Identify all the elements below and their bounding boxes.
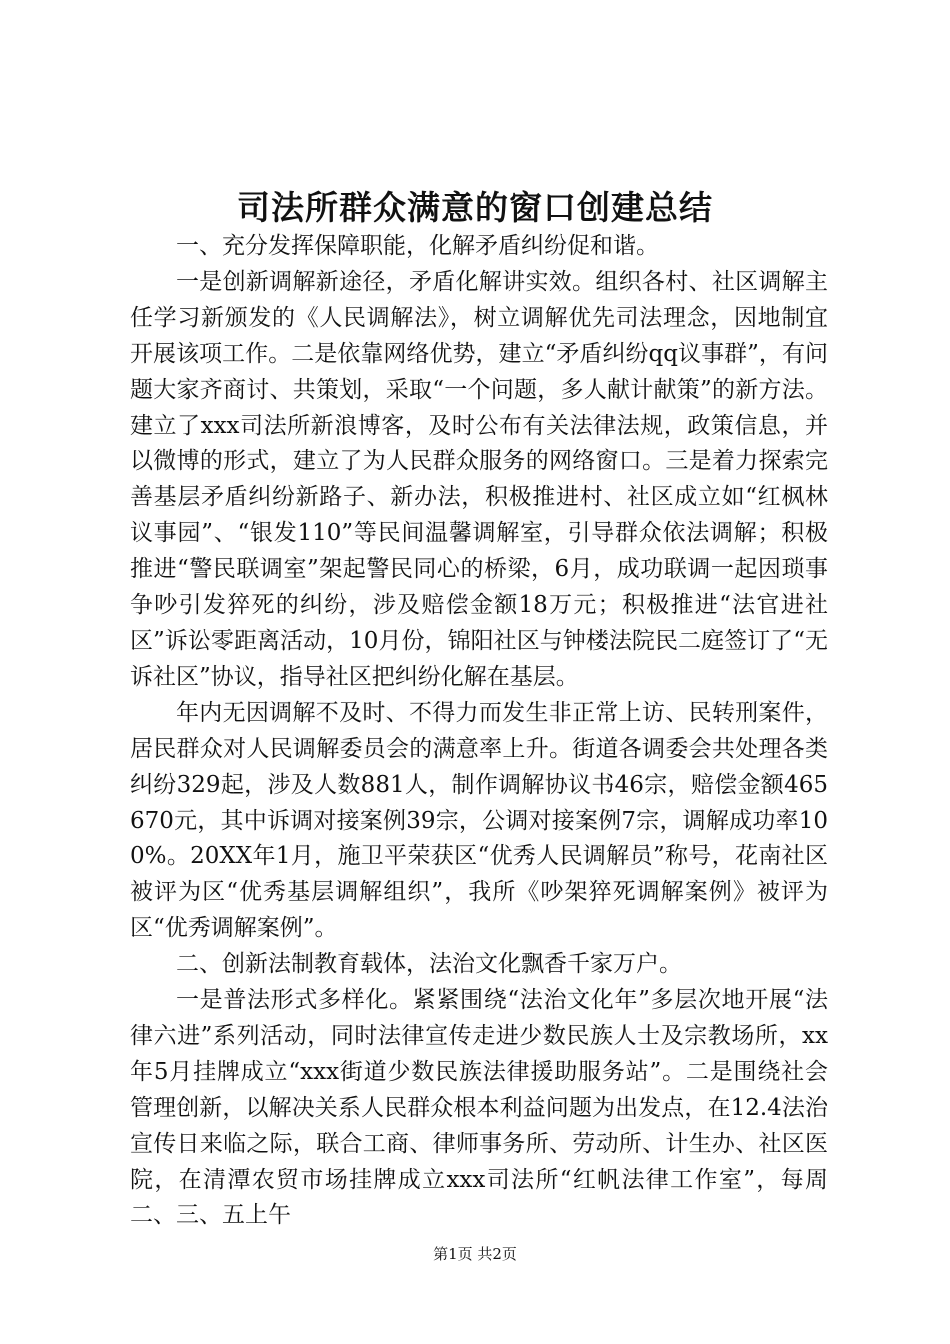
document-body bbox=[130, 229, 828, 1234]
document-title: 司法所群众满意的窗口创建总结 bbox=[237, 188, 713, 227]
section-heading-2: 二、创新法制教育载体，法治文化飘香千家万户。 bbox=[176, 951, 682, 978]
paragraph-legal-education: 一是普法形式多样化。紧紧围绕“法治文化年”多层次地开展“法律六进”系列活动，同时法律宣传走进少数民族人士及宗教场所，xx年5月挂牌成立“xxx街道少数民族法律援助服务站”。二是围绕社会管理创新，以解决关系人民群众根本利益问题为出发点，在12.4法治宣传日来临之际，联合工商、律师事务所、劳动所、计生办、社区医院，在清潭农贸市场挂牌成立xxx司法所“红帆法律工作室”，每周二、三、五上午 bbox=[130, 987, 828, 1229]
page-footer: 第1页 共2页 bbox=[433, 1245, 517, 1263]
paragraph-mediation-results: 年内无因调解不及时、不得力而发生非正常上访、民转刑案件，居民群众对人民调解委员会的满意率上升。街道各调委会共处理各类纠纷329起，涉及人数881人，制作调解协议书46宗，赔偿金额465670元，其中诉调对接案例39宗，公调对接案例7宗，调解成功率100%。20XX年1月，施卫平荣获区“优秀人民调解员”称号，花南社区被评为区“优秀基层调解组织”，我所《吵架猝死调解案例》被评为区“优秀调解案例”。 bbox=[130, 699, 828, 942]
paragraph-mediation-innovation: 一是创新调解新途径，矛盾化解讲实效。组织各村、社区调解主任学习新颁发的《人民调解法》，树立调解优先司法理念，因地制宜开展该项工作。二是依靠网络优势，建立“矛盾纠纷qq议事群”，有问题大家齐商讨、共策划，采取“一个问题，多人献计献策”的新方法。建立了xxx司法所新浪博客，及时公布有关法律法规，政策信息，并以微博的形式，建立了为人民群众服务的网络窗口。三是着力探索完善基层矛盾纠纷新路子、新办法，积极推进村、社区成立如“红枫林议事园”、“银发110”等民间温馨调解室，引导群众依法调解；积极推进“警民联调室”架起警民同心的桥梁，6月，成功联调一起因琐事争吵引发猝死的纠纷，涉及赔偿金额18万元；积极推进“法官进社区”诉讼零距离活动，10月份，锦阳社区与钟楼法院民二庭签订了“无诉社区”协议，指导社区把纠纷化解在基层。 bbox=[130, 268, 828, 690]
section-heading-1: 一、充分发挥保障职能，化解矛盾纠纷促和谐。 bbox=[176, 233, 659, 259]
